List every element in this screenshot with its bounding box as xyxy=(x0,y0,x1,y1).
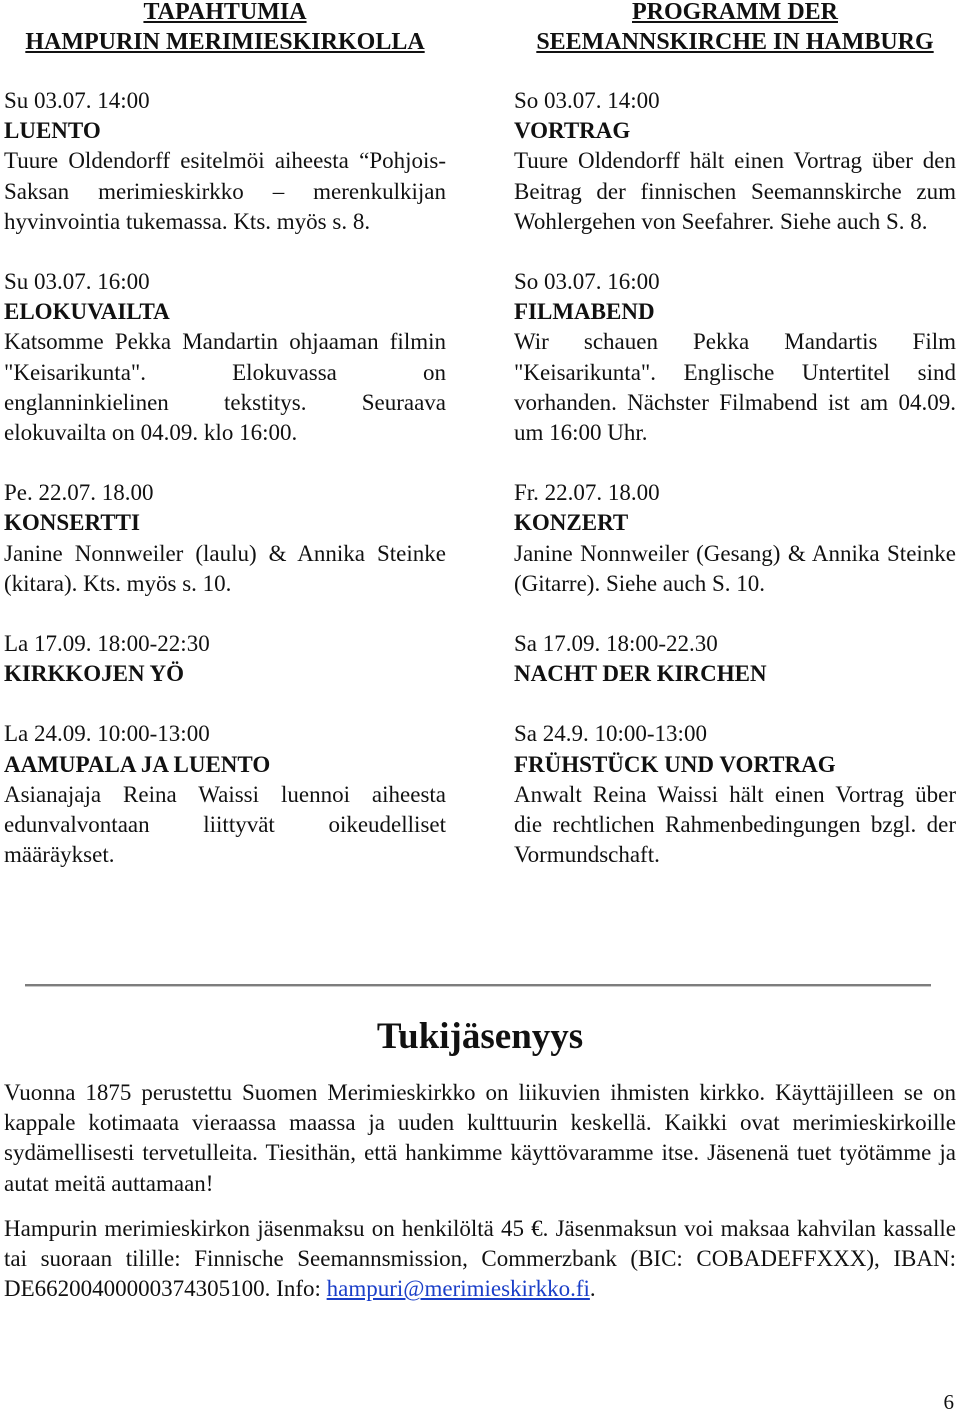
event-title: KONZERT xyxy=(514,510,629,536)
german-column-title-line2: SEEMANNSKIRCHE IN HAMBURG xyxy=(536,29,934,55)
event-date: So 03.07. 16:00 xyxy=(514,269,660,295)
finnish-column-title xyxy=(4,0,446,57)
german-column-title xyxy=(514,0,956,57)
event-title: KIRKKOJEN YÖ xyxy=(4,661,184,687)
event-item xyxy=(4,719,446,870)
event-date: Su 03.07. 16:00 xyxy=(4,269,150,295)
event-date: Sa 24.9. 10:00-13:00 xyxy=(514,721,707,747)
finnish-events-column xyxy=(4,0,446,900)
event-date: Su 03.07. 14:00 xyxy=(4,88,150,113)
page-number: 6 xyxy=(943,1390,954,1414)
membership-fee-paragraph xyxy=(4,1214,956,1305)
event-item xyxy=(4,629,446,689)
event-date: Fr. 22.07. 18.00 xyxy=(514,480,660,506)
event-item xyxy=(4,478,446,599)
event-title: AAMUPALA JA LUENTO xyxy=(4,751,271,777)
event-date: Sa 17.09. 18:00-22.30 xyxy=(514,631,718,657)
membership-fee-text: Hampurin merimieskirkon jäsenmaksu on henkilöltä 45 €. Jäsenmaksun voi maksaa kahvilan kassalle tai suoraan tilille: Finnische Seemannsmission, Commerzbank (BIC: COBADEFFXXX), IBAN: DE66200400000374305100. Info: xyxy=(4,1216,956,1302)
event-description: Wir schauen Pekka Mandartis Film "Keisarikunta". Englische Untertitel sind vorhanden. Nächster Filmabend ist am 04.09. um 16:00 Uhr. xyxy=(514,329,956,446)
event-date: So 03.07. 14:00 xyxy=(514,88,660,113)
membership-fee-end: . xyxy=(589,1276,596,1302)
event-title: KONSERTTI xyxy=(4,510,140,536)
event-date: La 17.09. 18:00-22:30 xyxy=(4,631,210,657)
event-item xyxy=(514,267,956,448)
event-title: FILMABEND xyxy=(514,299,655,325)
event-date: La 24.09. 10:00-13:00 xyxy=(4,721,210,747)
membership-heading: Tukijäsenyys xyxy=(376,1016,584,1057)
event-item xyxy=(514,629,956,689)
event-description: Katsomme Pekka Mandartin ohjaaman filmin "Keisarikunta". Elokuvassa on englanninkielinen tekstitys. Seuraava elokuvailta on 04.09. klo 16:00. xyxy=(4,329,446,446)
event-description: Janine Nonnweiler (Gesang) & Annika Steinke (Gitarre). Siehe auch S. 10. xyxy=(514,540,956,596)
event-description: Asianajaja Reina Waissi luennoi aiheesta edunvalvontaan liittyvät oikeudelliset määräykset. xyxy=(4,781,446,868)
event-title: ELOKUVAILTA xyxy=(4,299,170,325)
email-link[interactable]: hampuri@merimieskirkko.fi xyxy=(326,1276,590,1302)
event-item xyxy=(514,86,956,237)
event-description: Tuure Oldendorff esitelmöi aiheesta “Pohjois-Saksan merimieskirkko – merenkulkijan hyvinvointia tukemassa. Kts. myös s. 8. xyxy=(4,148,446,234)
german-column-title-line1: PROGRAMM DER xyxy=(632,0,838,25)
event-description: Janine Nonnweiler (laulu) & Annika Steinke (kitara). Kts. myös s. 10. xyxy=(4,540,446,596)
event-title: NACHT DER KIRCHEN xyxy=(514,661,767,687)
event-item xyxy=(514,719,956,870)
event-date: Pe. 22.07. 18.00 xyxy=(4,480,154,506)
event-item xyxy=(4,86,446,237)
finnish-column-title-line2: HAMPURIN MERIMIESKIRKOLLA xyxy=(25,29,425,55)
german-events-column xyxy=(514,0,956,900)
event-description: Tuure Oldendorff hält einen Vortrag über den Beitrag der finnischen Seemannskirche zum Wohlergehen von Seefahrer. Siehe auch S. 8. xyxy=(514,148,956,234)
event-description: Anwalt Reina Waissi hält einen Vortrag über die rechtlichen Rahmenbedingungen bzgl. der Vormundschaft. xyxy=(514,781,956,868)
event-item xyxy=(4,267,446,448)
event-item xyxy=(514,478,956,599)
section-divider xyxy=(25,984,931,987)
event-title: VORTRAG xyxy=(514,118,631,144)
membership-intro-paragraph: Vuonna 1875 perustettu Suomen Merimieskirkko on liikuvien ihmisten kirkko. Käyttäjilleen se on kappale kotimaata vieraassa maassa ja uuden kulttuurin keskellä. Kaikki ovat merimieskirkoille sydämellisesti tervetulleita. Tiesithän, että hankimme käyttövaramme itse. Jäsenenä tuet työtämme ja autat meitä auttamaan! xyxy=(4,1080,956,1196)
event-title: LUENTO xyxy=(4,118,101,144)
finnish-column-title-line1: TAPAHTUMIA xyxy=(143,0,307,25)
event-title: FRÜHSTÜCK UND VORTRAG xyxy=(514,751,836,777)
